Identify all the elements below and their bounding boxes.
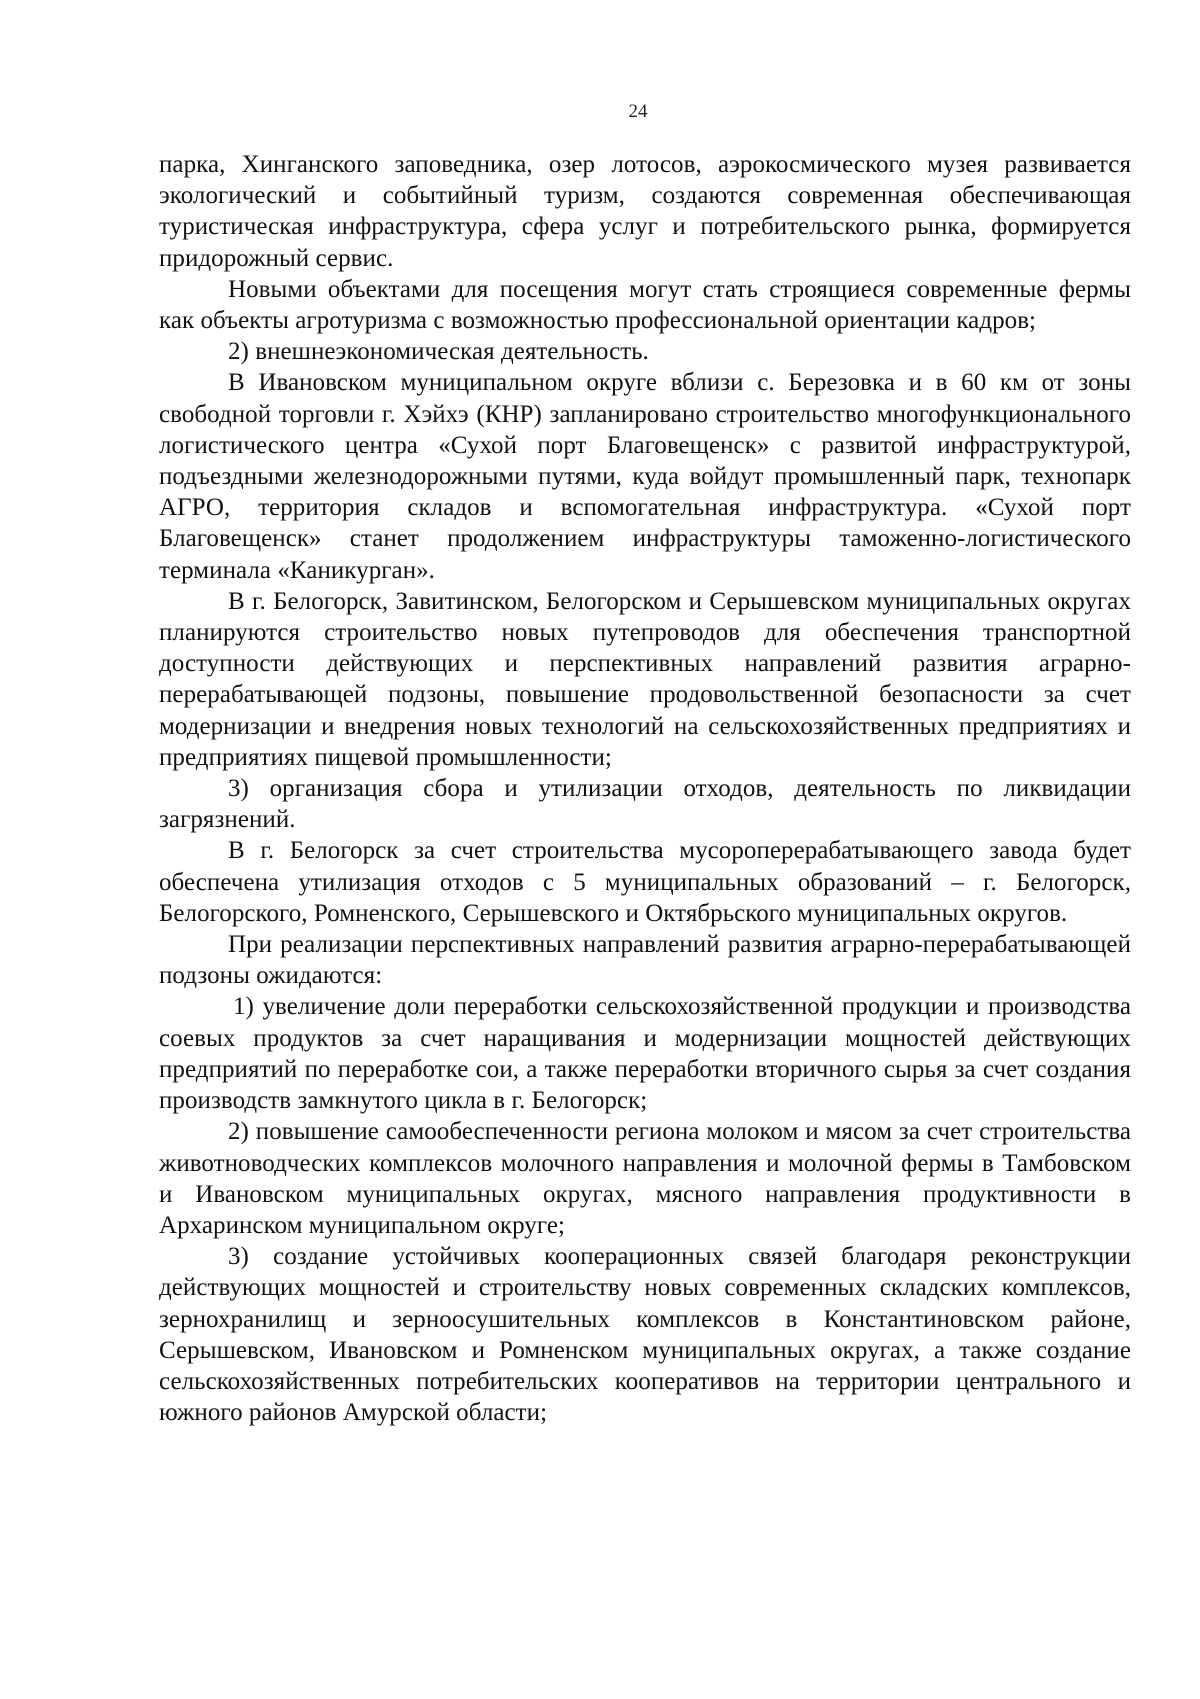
paragraph-overpasses: В г. Белогорск, Завитинском, Белогорском и Серышевском муниципальных округах планируются строительство новых путепроводов для обеспечения транспортной доступности действующих и перспективных направлений развития аграрно-перерабатывающей подзоны, повышение продовольственной безопасности за счет модернизации и внедрения новых технологий на сельскохозяйственных предприятиях и предприятиях пищевой промышленности; [159, 587, 1131, 771]
document-body [159, 149, 1131, 1428]
list-item-cooperation: 3) создание устойчивых кооперационных связей благодаря реконструкции действующих мощностей и строительству новых современных складских комплексов, зернохранилищ и зерноосушительных комплексов в Константиновском районе, Серышевском, Ивановском и Ромненском муниципальных округах, а также создание сельскохозяйственных потребительских кооперативов на территории центрального и южного районов Амурской области; [159, 1243, 1131, 1427]
paragraph-waste-plant: В г. Белогорск за счет строительства мусороперерабатывающего завода будет обеспечена утилизация отходов с 5 муниципальных образований – г. Белогорск, Белогорского, Ромненского, Серышевского и Октябрьского муниципальных округов. [159, 837, 1131, 927]
paragraph-waste-heading: 3) организация сбора и утилизации отходов, деятельность по ликвидации загрязнений. [159, 775, 1131, 834]
list-item-processing: 1) увеличение доли переработки сельскохозяйственной продукции и производства соевых продуктов за счет наращивания и модернизации мощностей действующих предприятий по переработке сои, а также переработки вторичного сырья за счет создания производств замкнутого цикла в г. Белогорск; [159, 993, 1131, 1115]
paragraph-agrotourism: Новыми объектами для посещения могут стать строящиеся современные фермы как объекты агротуризма с возможностью профессиональной ориентации кадров; [159, 275, 1131, 335]
list-item-livestock: 2) повышение самообеспеченности региона молоком и мясом за счет строительства животноводческих комплексов молочного направления и молочной фермы в Тамбовском и Ивановском муниципальных округах, мясного направления продуктивности в Архаринском муниципальном округе; [159, 1118, 1131, 1239]
page-number: 24 [628, 101, 648, 122]
paragraph-tourism-infrastructure: парка, Хинганского заповедника, озер лотосов, аэрокосмического музея развивается экологический и событийный туризм, создаются современная обеспечивающая туристическая инфраструктура, сфера услуг и потребительского рынка, формируется придорожный сервис. [159, 151, 1131, 272]
paragraph-foreign-trade-heading: 2) внешнеэкономическая деятельность. [228, 338, 649, 366]
paragraph-expected-results: При реализации перспективных направлений развития аграрно-перерабатывающей подзоны ожидаются: [159, 931, 1131, 990]
paragraph-dry-port: В Ивановском муниципальном округе вблизи с. Березовка и в 60 км от зоны свободной торговли г. Хэйхэ (КНР) запланировано строительство многофункционального логистического центра «Сухой порт Благовещенск» с развитой инфраструктурой, подъездными железнодорожными путями, куда войдут промышленный парк, технопарк АГРО, территория складов и вспомогательная инфраструктура. «Сухой порт Благовещенск» станет продолжением инфраструктуры таможенно-логистического терминала «Каникурган». [159, 369, 1131, 584]
